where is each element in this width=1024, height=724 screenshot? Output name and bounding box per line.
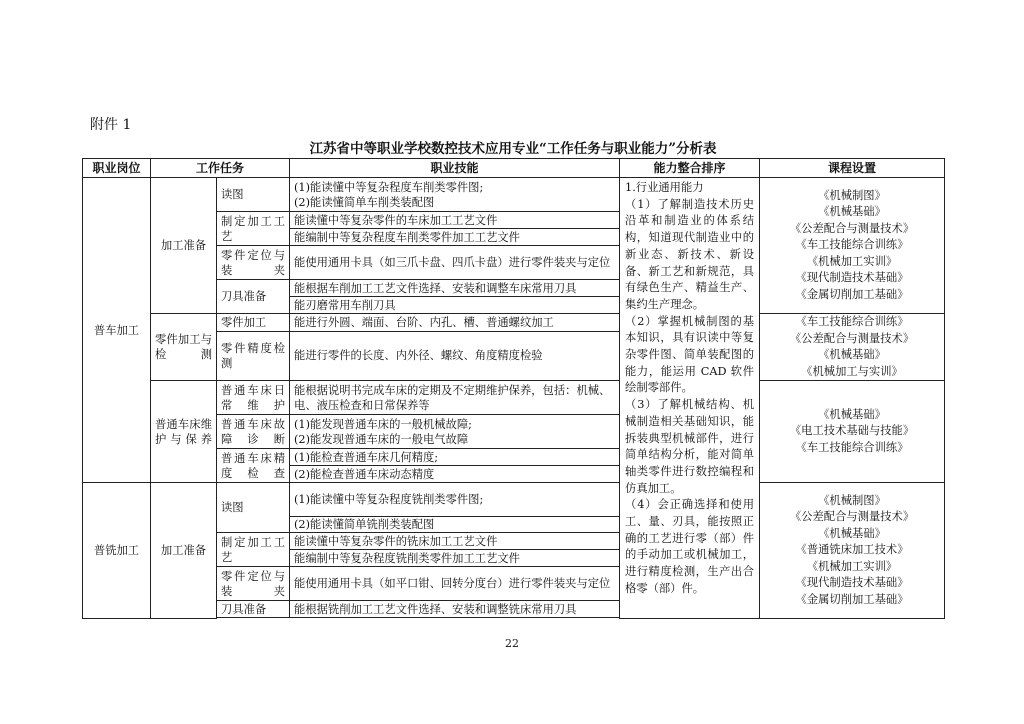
skill-line: 能根据车削加工工艺文件选择、安装和调整车床常用刀具 [294,281,577,295]
task-cell: 零件加工与检测 [151,314,217,381]
position-cell: 普铣加工 [83,483,151,619]
header-skill: 职业技能 [290,159,620,178]
course-item: 《机械基础》 [818,526,886,540]
course-item: 《机械基础》 [818,407,886,421]
ability-item: （3）了解机械结构、机械制造相关基础知识，能拆装典型机械部件，进行简单结构分析，能对简单轴类零件进行数控编程和仿真加工。 [625,398,755,495]
skill-line: (2)能检查普通车床动态精度 [294,467,435,481]
skill-cell [290,449,620,466]
table-row [83,178,945,212]
table-row [83,314,945,332]
course-item: 《车工技能综合训练》 [795,238,909,252]
skill-line: (1)能检查普通车床几何精度; [294,450,439,464]
ability-item: （2）掌握机械制图的基本知识，具有识读中等复杂零件图、简单装配图的能力，能运用 CAD 软件绘制零部件。 [625,314,755,395]
course-item: 《现代制造技术基础》 [795,576,909,589]
subtask-cell: 普通车床故障诊断 [217,415,290,449]
skill-line: 能读懂中等复杂零件的铣床加工工艺文件 [294,534,498,548]
course-item: 《公差配合与测量技术》 [789,510,915,523]
header-course: 课程设置 [760,159,945,178]
subtask-cell: 读图 [217,178,290,212]
skill-cell [290,483,620,517]
subtask-cell: 刀具准备 [217,601,290,618]
header-ability: 能力整合排序 [620,159,760,178]
course-item: 《现代制造技术基础》 [795,271,909,285]
course-item: 《机械制图》 [818,493,886,507]
subtask-cell: 零件精度检测 [217,331,290,380]
course-cell [760,178,945,314]
course-cell [760,314,945,381]
task-cell: 加工准备 [151,483,217,619]
course-item: 《普通铣床加工技术》 [795,543,909,556]
ability-cell [620,178,760,619]
skill-cell [290,178,620,212]
skill-cell [290,229,620,246]
task-cell: 普通车床维护与保养 [151,381,217,483]
subtask-cell: 零件加工 [217,314,290,332]
course-item: 《机械基础》 [818,205,886,219]
skill-cell: 能使用通用卡具（如平口钳、回转分度台）进行零件装夹与定位 [290,567,620,601]
subtask-cell: 读图 [217,483,290,533]
course-item: 《电工技术基础与技能》 [789,424,915,438]
skill-cell [290,517,620,533]
skill-cell [290,466,620,483]
analysis-table [82,158,945,619]
ability-item: （4）会正确选择和使用工、量、刃具，能按照正确的工艺进行零（部）件的手动加工或机械加工，进行精度检测，生产出合格零（部）件。 [625,498,755,595]
course-item: 《机械加工实训》 [806,254,898,268]
skill-cell [290,601,620,618]
header-task: 工作任务 [151,159,290,178]
skill-line: (1)能读懂中等复杂程度车削类零件图; [294,180,484,194]
skill-cell [290,280,620,297]
table-row [83,381,945,415]
skill-line: 能进行外圆、端面、台阶、内孔、槽、普通螺纹加工 [294,315,554,329]
skill-line: (2)能发现普通车床的一般电气故障 [294,432,469,446]
skill-cell: 能进行零件的长度、内外径、螺纹、角度精度检验 [290,331,620,380]
ability-heading: 1.行业通用能力 [625,181,704,194]
table-row [83,483,945,517]
course-item: 《机械加工实训》 [806,559,898,573]
skill-line: 能读懂中等复杂零件的车床加工工艺文件 [294,213,498,227]
skill-cell [290,550,620,567]
skill-line: (2)能读懂简单车削类装配图 [294,195,435,209]
subtask-cell: 普通车床日常维护 [217,381,290,415]
skill-line: 能根据铣削加工工艺文件选择、安装和调整铣床常用刀具 [294,602,577,616]
skill-line: 能编制中等复杂程度铣削类零件加工工艺文件 [294,551,520,565]
skill-line: 能编制中等复杂程度车削类零件加工工艺文件 [294,230,520,244]
task-cell: 加工准备 [151,178,217,314]
skill-cell [290,212,620,229]
course-item: 《车工技能综合训练》 [795,440,909,454]
skill-line: (1)能发现普通车床的一般机械故障; [294,417,472,431]
course-item: 《机械基础》 [818,348,886,361]
skill-cell [290,533,620,550]
course-item: 《机械制图》 [818,188,886,202]
skill-cell [290,415,620,449]
skill-line: 能刃磨常用车削刀具 [294,298,396,312]
skill-cell: 能使用通用卡具（如三爪卡盘、四爪卡盘）进行零件装夹与定位 [290,246,620,280]
skill-cell [290,297,620,314]
course-item: 《公差配合与测量技术》 [789,221,915,235]
position-cell: 普车加工 [83,178,151,483]
header-position: 职业岗位 [83,159,151,178]
page-number: 22 [505,637,519,650]
subtask-cell: 零件定位与装夹 [217,246,290,280]
subtask-cell: 零件定位与装夹 [217,567,290,601]
subtask-cell: 刀具准备 [217,280,290,314]
course-item: 《机械加工与实训》 [801,364,903,378]
course-cell [760,381,945,483]
course-item: 《金属切削加工基础》 [795,287,909,301]
subtask-cell: 普通车床精度检查 [217,449,290,483]
ability-item: （1）了解制造技术历史沿革和制造业的体系结构，知道现代制造业中的新业态、新技术、新设备、新工艺和新规范，具有绿色生产、精益生产、集约生产理念。 [625,197,755,311]
skill-cell [290,314,620,332]
course-item: 《车工技能综合训练》 [795,315,909,328]
subtask-cell: 制定加工工艺 [217,212,290,246]
skill-line: (1)能读懂中等复杂程度铣削类零件图; [294,493,484,506]
skill-cell: 能根据说明书完成车床的定期及不定期维护保养，包括：机械、电、液压检查和日常保养等 [290,381,620,415]
attachment-label: 附件 1 [90,117,132,133]
course-cell [760,483,945,619]
course-item: 《金属切削加工基础》 [795,592,909,606]
subtask-cell: 制定加工工艺 [217,533,290,567]
course-item: 《公差配合与测量技术》 [789,331,915,345]
spacer-cell [217,618,620,619]
header-row [83,159,945,178]
table-title: 江苏省中等职业学校数控技术应用专业“工作任务与职业能力”分析表 [309,141,717,157]
skill-line: (2)能读懂简单铣削类装配图 [294,518,435,531]
